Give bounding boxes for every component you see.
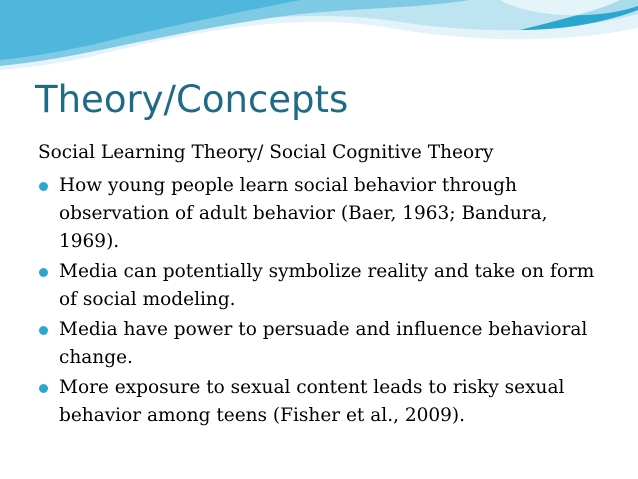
slide-subtitle: Social Learning Theory/ Social Cognitive Theory [38,142,494,163]
bullet-dot-icon [39,268,48,277]
bullet-text: Media have power to persuade and influence behavioral change. [59,319,588,368]
bullet-text: More exposure to sexual content leads to risky sexual behavior among teens (Fisher et al., 2009). [59,377,565,426]
bullet-item [38,172,608,256]
bullet-list [38,172,608,432]
bullet-dot-icon [39,326,48,335]
bullet-dot-icon [39,182,48,191]
bullet-item [38,258,608,314]
header-wave-decoration [0,0,638,80]
slide-title: Theory/Concepts [35,78,349,121]
bullet-text: How young people learn social behavior through observation of adult behavior (Baer, 1963; Bandura, 1969). [59,175,548,252]
bullet-item [38,374,608,430]
bullet-text: Media can potentially symbolize reality and take on form of social modeling. [59,261,595,310]
bullet-item [38,316,608,372]
bullet-dot-icon [39,384,48,393]
